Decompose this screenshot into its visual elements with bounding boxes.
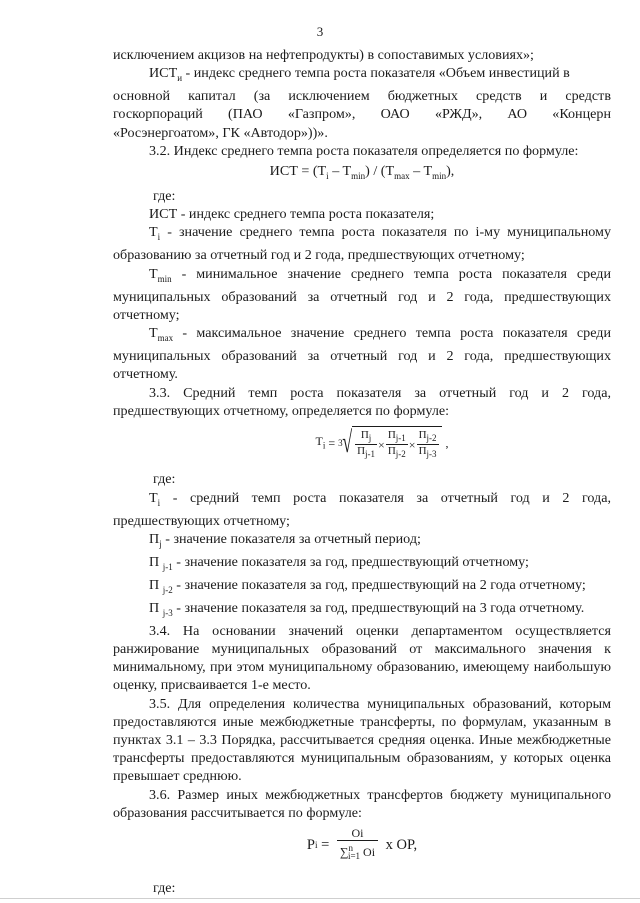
- def-ti-text: - значение среднего темпа роста показателя по i-му муниципальному образованию за отчетный год и 2 года, предшествующих отчетному;: [113, 224, 611, 264]
- def-pj1-symbol: П: [149, 553, 163, 570]
- formula-pi: [113, 826, 611, 863]
- def-pj1-sub: j-1: [162, 561, 173, 572]
- p-symbol: П: [357, 445, 366, 458]
- def-tmax: [113, 324, 611, 383]
- ist-i-line-2: основной капитал (за исключением бюджетных средств и средств: [113, 88, 611, 105]
- def-pj-sub: j: [159, 538, 162, 549]
- sum-upper: n: [348, 843, 353, 854]
- ratio-3: [417, 429, 439, 460]
- page-number: 3: [316, 24, 324, 39]
- p-sub: j-1: [365, 449, 376, 460]
- formula-ist-a: ИСТ = (T: [269, 163, 327, 180]
- sum-sign: ∑: [339, 845, 349, 860]
- ratio-3-num: [417, 429, 439, 445]
- ratio-2: [386, 429, 408, 460]
- formula-ist-e: ),: [446, 163, 455, 180]
- formula-ti-equals: =: [328, 436, 336, 450]
- formula-pi-fraction: [337, 826, 378, 863]
- def-pj2-sub: j-2: [162, 584, 173, 595]
- ratio-3-den: [417, 445, 439, 460]
- p-sub: j-2: [395, 449, 406, 460]
- section-3-2: 3.2. Индекс среднего темпа роста показателя определяется по формуле:: [149, 142, 579, 159]
- formula-pi-numerator: Oi: [337, 826, 378, 841]
- sum-var: Oi: [360, 845, 376, 860]
- section-3-4: 3.4. На основании значений оценки департаментом осуществляется ранжирование муниципальных образований от максимального значения к минимальному, при этом муниципальному образованию, имеющему наибольшую оценку, присваивается 1-е место.: [113, 622, 611, 694]
- p-symbol: П: [418, 428, 427, 441]
- formula-ti: [153, 426, 611, 460]
- ratio-2-num: [386, 429, 408, 445]
- where-label-2: где:: [153, 471, 176, 488]
- def-ti-sub: i: [157, 232, 161, 243]
- formula-pi-equals: =: [317, 836, 333, 853]
- def-pj-text: - значение показателя за отчетный период;: [161, 530, 421, 547]
- def-tmin-text: - минимальное значение среднего темпа роста показателя среди муниципальных образований за отчетный год и 2 года, предшествующих отчетному;: [113, 265, 611, 323]
- formula-pi-lhs: P: [306, 836, 315, 853]
- def-ti-symbol: T: [149, 224, 158, 241]
- ist-i-line-4: «Росэнергоатом», ГК «Автодор»))».: [113, 124, 328, 141]
- formula-ist: [113, 162, 611, 185]
- formula-ti-lhs-symbol: T: [315, 433, 323, 448]
- intro-continuation: исключением акцизов на нефтепродукты) в сопоставимых условиях»;: [113, 47, 534, 63]
- ist-i-text-1: - индекс среднего темпа роста показателя «Объем инвестиций в: [182, 65, 570, 82]
- ratio-1: [355, 429, 377, 460]
- formula-pi-rhs: x OP,: [382, 836, 418, 853]
- page-bottom-edge: [0, 898, 640, 899]
- times-sign: ×: [378, 437, 385, 452]
- ist-i-line-3: госкорпораций (ПАО «Газпром», ОАО «РЖД», АО «Концерн: [113, 106, 611, 123]
- p-symbol: П: [387, 428, 396, 441]
- root-index: 3: [338, 438, 343, 448]
- formula-ist-sub-i: i: [326, 170, 329, 181]
- def-pj3-symbol: П: [149, 599, 163, 616]
- def-pj1-text: - значение показателя за год, предшествующий отчетному;: [172, 553, 529, 570]
- def-tmax-sub: max: [157, 332, 174, 343]
- where-label-3: где:: [153, 880, 176, 897]
- def-pj1: [113, 553, 611, 576]
- def-pj2-symbol: П: [149, 576, 163, 593]
- def-pj2-text: - значение показателя за год, предшествующий на 2 года отчетному;: [172, 576, 586, 593]
- formula-ist-sub-min: min: [351, 170, 366, 181]
- def-pj-symbol: П: [149, 530, 160, 547]
- formula-ti-comma: ,: [445, 436, 449, 450]
- ratio-1-num: [355, 429, 377, 445]
- radicand: [352, 426, 441, 460]
- ist-i-sub: и: [177, 73, 183, 84]
- formula-pi-denominator: [337, 841, 378, 863]
- def-pj2: [113, 576, 611, 599]
- ist-i-definition: [113, 64, 611, 87]
- p-sub: j-3: [426, 449, 437, 460]
- ratio-1-den: [355, 445, 377, 460]
- def-pj: [113, 530, 611, 553]
- where-label-1: где:: [153, 188, 176, 205]
- p-symbol: П: [387, 445, 396, 458]
- formula-ist-d: – T: [409, 163, 433, 180]
- def-ti-2: [113, 489, 611, 530]
- p-sub: j-2: [426, 433, 437, 444]
- p-symbol: П: [360, 428, 369, 441]
- formula-ti-lhs-sub: i: [322, 440, 326, 451]
- formula-ist-b: – T: [328, 163, 352, 180]
- formula-ist-sub-min-2: min: [432, 170, 447, 181]
- formula-ist-sub-max: max: [394, 170, 410, 181]
- times-sign: ×: [408, 437, 416, 452]
- p-symbol: П: [418, 445, 427, 458]
- def-ist: ИСТ - индекс среднего темпа роста показателя;: [149, 206, 435, 223]
- page-body: [113, 46, 611, 898]
- radical-sign: √: [341, 426, 352, 460]
- def-tmin: [113, 265, 611, 324]
- def-pj3-sub: j-3: [162, 607, 173, 618]
- def-tmax-text: - максимальное значение среднего темпа роста показателя среди муниципальных образований за отчетный год и 2 года, предшествующих отчетному.: [113, 325, 611, 383]
- formula-ist-c: ) / (T: [365, 163, 395, 180]
- def-ti: [113, 223, 611, 264]
- def-ti2-symbol: T: [149, 489, 158, 506]
- ratio-2-den: [386, 445, 408, 460]
- section-3-3: 3.3. Средний темп роста показателя за отчетный год и 2 года, предшествующих отчетному, определяется по формуле:: [113, 384, 611, 419]
- def-tmax-symbol: T: [149, 325, 158, 342]
- def-pj3-text: - значение показателя за год, предшествующий на 3 года отчетному.: [172, 599, 585, 616]
- def-pj3: [113, 599, 611, 622]
- sum-lower: i=1: [347, 851, 361, 862]
- def-ti2-sub: i: [157, 497, 161, 508]
- def-ti2-text: - средний темп роста показателя за отчетный год и 2 года, предшествующих отчетному;: [113, 489, 611, 529]
- section-3-6: 3.6. Размер иных межбюджетных трансфертов бюджету муниципального образования рассчитывается по формуле:: [113, 786, 611, 821]
- cube-root: [338, 426, 441, 460]
- p-sub: j-1: [395, 433, 406, 444]
- formula-ti-lhs: [315, 432, 325, 455]
- ist-i-symbol: ИСТ: [149, 65, 178, 82]
- def-tmin-sub: min: [157, 273, 172, 284]
- def-tmin-symbol: T: [149, 265, 158, 282]
- formula-pi-lhs-sub: i: [314, 839, 318, 850]
- section-3-5: 3.5. Для определения количества муниципальных образований, которым предоставляются иные межбюджетные трансферты, по формулам, указанным в пунктах 3.1 – 3.3 Порядка, рассчитывается средняя оценка. Иные межбюджетные трансферты предоставляются муниципальным образованиям, у которых оценка превышает среднюю.: [113, 695, 611, 785]
- p-sub: j: [368, 433, 372, 444]
